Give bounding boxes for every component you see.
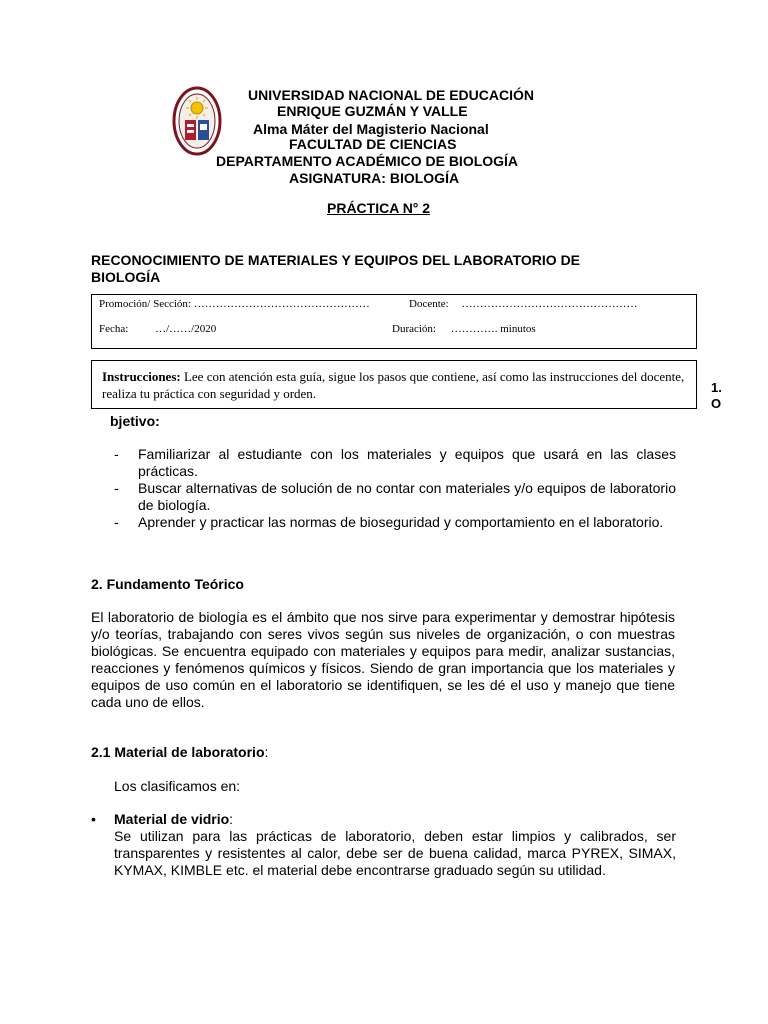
objective-heading: bjetivo:: [110, 413, 160, 429]
instructions-box: [91, 360, 697, 409]
promocion-label: Promoción/ Sección:: [99, 298, 191, 310]
university-name-line1: UNIVERSIDAD NACIONAL DE EDUCACIÓN: [248, 87, 534, 103]
instructions-label: Instrucciones:: [102, 369, 181, 384]
list-item: [114, 480, 676, 514]
objective-item-1: Familiarizar al estudiante con los materiales y equipos que usará en las clases prácticas.: [138, 446, 676, 479]
vidrio-colon: :: [229, 811, 234, 827]
practice-title-line1: RECONOCIMIENTO DE MATERIALES Y EQUIPOS DEL LABORATORIO DE: [91, 252, 581, 268]
duracion-field[interactable]: …………. minutos: [450, 323, 536, 335]
promocion-row: [99, 298, 370, 310]
objective-item-2: Buscar alternativas de solución de no contar con materiales y/o equipos de laboratorio de biología.: [138, 480, 676, 513]
dash-bullet: -: [114, 514, 119, 530]
docente-field[interactable]: …………………………………………: [461, 298, 638, 310]
practice-title-line2: BIOLOGÍA: [91, 269, 161, 285]
fecha-field[interactable]: …/……/2020: [155, 323, 217, 335]
section-number-marker: [711, 380, 722, 412]
university-name-line2: ENRIQUE GUZMÁN Y VALLE: [277, 103, 468, 119]
vidrio-text: Se utilizan para las prácticas de laboratorio, deben estar limpios y calibrados, ser transparentes y resistentes al calor, debe ser de buena calidad, marca PYREX, SIMAX, KYMAX, KIMBLE etc. el material debe encontrarse graduado según su utilidad.: [114, 828, 676, 878]
practice-number: PRÁCTICA N° 2: [327, 200, 431, 216]
docente-row: [409, 298, 637, 310]
vidrio-label: Material de vidrio: [114, 811, 230, 827]
fundamento-paragraph: El laboratorio de biología es el ámbito que nos sirve para experimentar y demostrar hipótesis y/o teorías, trabajando con seres vivos según sus niveles de organización, o con muestras biológicas. Se encuentra equipado con materiales y equipos para medir, analizar sustancias, reacciones y fenómenos químicos y físicos. Siendo de gran importancia que los materiales y equipos de uso común en el laboratorio se identifiquen, se les dé el uso y manejo que tiene cada uno de ellos.: [91, 609, 675, 710]
docente-label: Docente:: [409, 298, 449, 310]
fecha-row: [99, 323, 216, 335]
section-number: 1.: [711, 380, 722, 395]
vidrio-bullet: •: [91, 811, 96, 827]
dash-bullet: -: [114, 446, 119, 462]
university-seal-icon: [172, 86, 222, 156]
fundamento-heading: 2. Fundamento Teórico: [91, 576, 244, 592]
faculty-line: FACULTAD DE CIENCIAS: [289, 136, 457, 152]
list-item: [114, 514, 676, 531]
promocion-field[interactable]: …………………………………………: [193, 298, 370, 310]
material-heading-colon: :: [264, 744, 269, 760]
vidrio-block: [114, 811, 676, 879]
objective-list: [114, 446, 676, 531]
objective-item-3: Aprender y practicar las normas de bioseguridad y comportamiento en el laboratorio.: [138, 514, 664, 530]
material-heading: [91, 744, 268, 761]
subject-line: ASIGNATURA: BIOLOGÍA: [289, 170, 460, 186]
duracion-label: Duración:: [392, 323, 436, 335]
alma-mater-line: Alma Máter del Magisterio Nacional: [253, 121, 489, 137]
department-line: DEPARTAMENTO ACADÉMICO DE BIOLOGÍA: [216, 153, 519, 169]
material-heading-text: 2.1 Material de laboratorio: [91, 744, 265, 760]
fecha-label: Fecha:: [99, 323, 129, 335]
info-box: [91, 294, 697, 349]
list-item: [114, 446, 676, 480]
classify-text: Los clasificamos en:: [114, 778, 241, 794]
dash-bullet: -: [114, 480, 119, 496]
section-letter: O: [711, 396, 722, 411]
practice-title: [91, 252, 580, 286]
instructions-text: Lee con atención esta guía, sigue los pasos que contiene, así como las instrucciones del docente, realiza tu práctica con seguridad y orden.: [102, 369, 685, 401]
duracion-row: [392, 323, 536, 335]
